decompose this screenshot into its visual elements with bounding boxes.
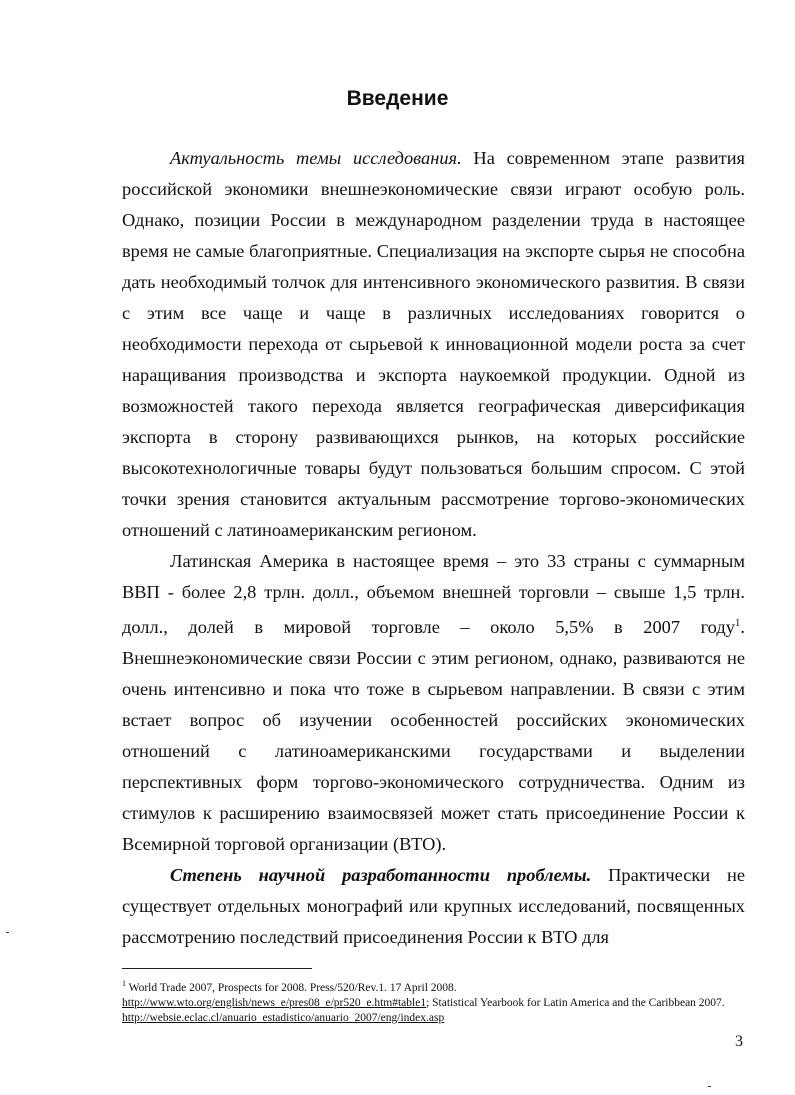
scan-speck <box>6 932 9 933</box>
footnote-text-line1: World Trade 2007, Prospects for 2008. Press/520/Rev.1. 17 April 2008. <box>126 981 457 994</box>
footnote-text-middle: ; Statistical Yearbook for Latin America and the Caribbean 2007. <box>426 996 725 1009</box>
footnote-link-wto[interactable]: http://www.wto.org/english/news_e/pres08_e/pr520_e.htm#table1 <box>122 996 427 1009</box>
paragraph-text-research-degree: Практически не существует отдельных монографий или крупных исследований, посвященных рассмотрению последствий присоединения России к ВТО для <box>122 865 745 948</box>
paragraph-latin-america <box>122 546 745 860</box>
footnote-separator <box>122 968 312 969</box>
paragraph-research-degree <box>122 860 745 953</box>
scan-speck <box>708 1086 711 1087</box>
paragraph-text-relevance: На современном этапе развития российской экономики внешнеэкономические связи играют особую роль. Однако, позиции России в международном разделении труда в настоящее время не самые благоприятные. Специализация на экспорте сырья не способна дать необходимый толчок для интенсивного экономического развития. В связи с этим все чаще и чаще в различных исследованиях говорится о необходимости перехода от сырьевой к инновационной модели роста за счет наращивания производства и экспорта наукоемкой продукции. Одной из возможностей такого перехода является географическая диверсификация экспорта в сторону развивающихся рынков, на которых российские высокотехнологичные товары будут пользоваться большим спросом. С этой точки зрения становится актуальным рассмотрение торгово-экономических отношений с латиноамериканским регионом. <box>122 148 745 540</box>
footnote-reference[interactable]: 1 <box>734 617 741 629</box>
footnote-number: 1 <box>122 979 126 988</box>
page-title: Введение <box>346 87 449 110</box>
paragraph-relevance <box>122 143 745 546</box>
paragraph-text-latin-america: Латинская Америка в настоящее время – это 33 страны с суммарным ВВП - более 2,8 трлн. долл., объемом внешней торговли – свыше 1,5 трлн. долл., долей в мировой торговле – около 5,5% в 2007 году <box>122 551 745 638</box>
paragraph-text-latin-america-cont: . Внешнеэкономические связи России с этим регионом, однако, развиваются не очень интенсивно и пока что тоже в сырьевом направлении. В связи с этим встает вопрос об изучении особенностей российских экономических отношений с латиноамериканскими государствами и выделении перспективных форм торгово-экономического сотрудничества. Одним из стимулов к расширению взаимосвязей может стать присоединение России к Всемирной торговой организации (ВТО). <box>122 617 745 855</box>
document-body <box>122 143 745 953</box>
paragraph-lead-relevance: Актуальность темы исследования. <box>170 148 462 168</box>
footnote <box>122 976 745 1026</box>
paragraph-lead-research-degree: Степень научной разработанности проблемы. <box>170 865 592 886</box>
footnote-link-eclac[interactable]: http://websie.eclac.cl/anuario_estadistico/anuario_2007/eng/index.asp <box>122 1011 445 1024</box>
page-number: 3 <box>735 1033 743 1050</box>
